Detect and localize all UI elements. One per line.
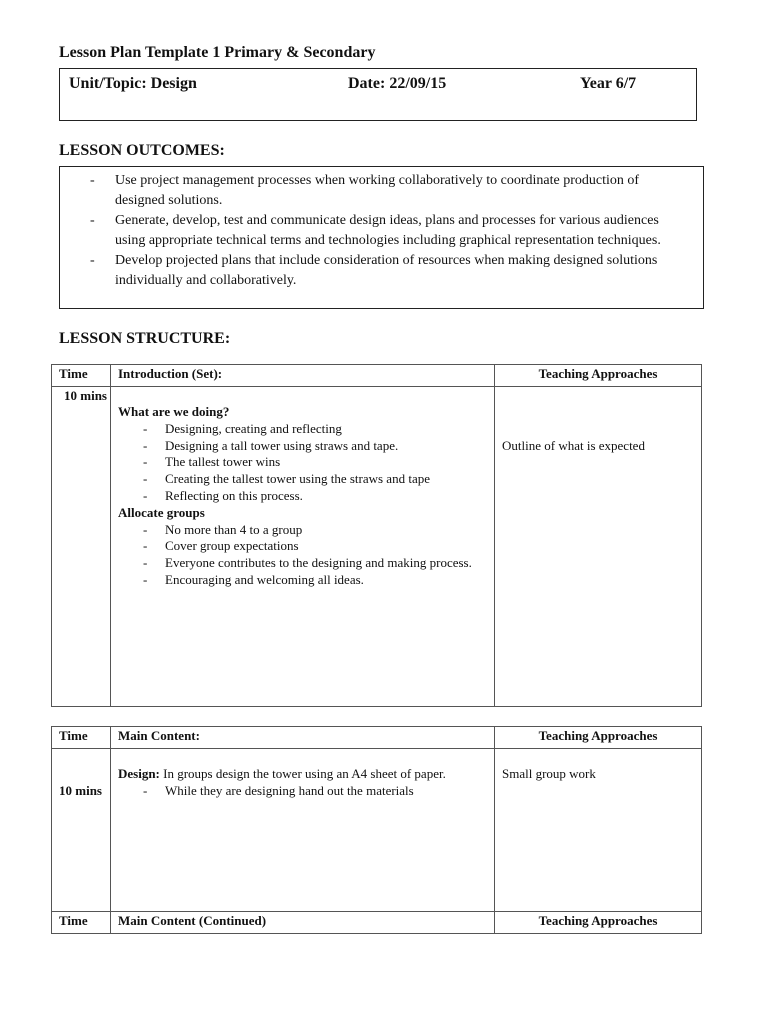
time-cell	[52, 387, 111, 707]
outcome-item: - Use project management processes when working collaboratively to coordinate production of designed solutions.	[60, 171, 703, 211]
table-header-row	[52, 912, 702, 934]
list-item: - Encouraging and welcoming all ideas.	[118, 572, 487, 589]
time-column-header: Time	[52, 365, 111, 387]
table-row	[52, 749, 702, 912]
intro-column-header: Introduction (Set):	[111, 365, 495, 387]
main-approach-cell: Small group work	[495, 749, 702, 912]
table-row	[52, 387, 702, 707]
year-level: Year 6/7	[580, 75, 637, 92]
list-item: - Reflecting on this process.	[118, 488, 487, 505]
list-item: - Creating the tallest tower using the straws and tape	[118, 471, 487, 488]
time-column-header: Time	[52, 727, 111, 749]
lesson-date: Date: 22/09/15	[348, 75, 447, 92]
main-content-cell	[111, 749, 495, 912]
unit-info-box	[59, 68, 697, 121]
document-title: Lesson Plan Template 1 Primary & Secondary	[59, 44, 376, 61]
approaches-column-header: Teaching Approaches	[495, 727, 702, 749]
list-item: - Designing a tall tower using straws and tape.	[118, 438, 487, 455]
list-item: - No more than 4 to a group	[118, 522, 487, 539]
time-value: 10 mins	[64, 388, 107, 403]
what-list	[118, 421, 487, 505]
time-cell: 10 mins	[52, 749, 111, 912]
groups-heading: Allocate groups	[118, 504, 205, 520]
design-text: In groups design the tower using an A4 sheet of paper.	[159, 766, 446, 781]
approaches-column-header: Teaching Approaches	[495, 365, 702, 387]
time-column-header: Time	[52, 912, 111, 934]
outcomes-box	[59, 166, 704, 309]
main-content-continued-header: Main Content (Continued)	[111, 912, 495, 934]
unit-topic: Unit/Topic: Design	[69, 75, 197, 92]
structure-heading: LESSON STRUCTURE:	[59, 330, 231, 347]
main-list	[118, 783, 487, 800]
intro-content-cell	[111, 387, 495, 707]
outcomes-list	[60, 167, 703, 291]
intro-approach-cell: Outline of what is expected	[495, 387, 702, 707]
list-item: - Designing, creating and reflecting	[118, 421, 487, 438]
list-item: - While they are designing hand out the materials	[118, 783, 487, 800]
table-header-row	[52, 727, 702, 749]
outcome-item: - Generate, develop, test and communicate design ideas, plans and processes for various audiences using appropriate technical terms and technologies including graphical representation techniques.	[60, 211, 703, 251]
design-label: Design:	[118, 766, 160, 781]
intro-table	[51, 364, 702, 707]
list-item: - Everyone contributes to the designing and making process.	[118, 555, 487, 572]
design-instruction	[118, 766, 487, 783]
what-heading: What are we doing?	[118, 404, 230, 419]
approaches-column-header: Teaching Approaches	[495, 912, 702, 934]
table-header-row	[52, 365, 702, 387]
outcomes-heading: LESSON OUTCOMES:	[59, 142, 225, 159]
main-content-column-header: Main Content:	[111, 727, 495, 749]
outcome-item: - Develop projected plans that include consideration of resources when making designed solutions individually and collaboratively.	[60, 251, 703, 291]
list-item: - The tallest tower wins	[118, 454, 487, 471]
main-content-table	[51, 726, 702, 934]
groups-list	[118, 522, 487, 589]
list-item: - Cover group expectations	[118, 538, 487, 555]
